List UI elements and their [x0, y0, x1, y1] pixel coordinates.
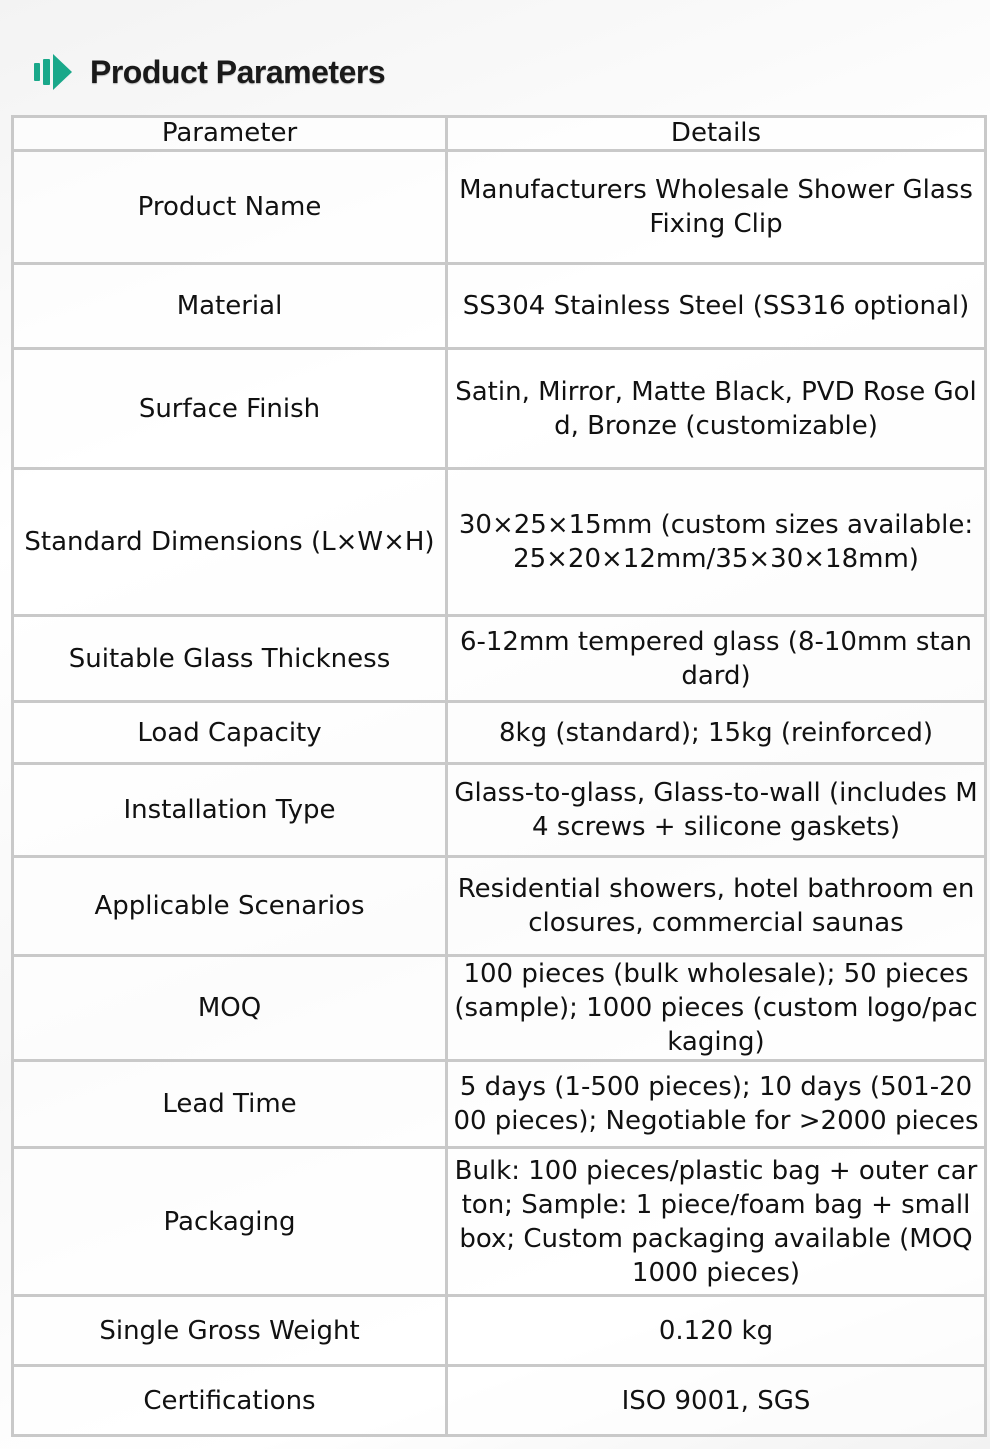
table-row	[13, 1296, 986, 1366]
parameter-cell: Applicable Scenarios	[13, 857, 447, 956]
parameter-cell: Single Gross Weight	[13, 1296, 447, 1366]
table-row	[13, 1061, 986, 1148]
details-cell: Bulk: 100 pieces/plastic bag + outer carton; Sample: 1 piece/foam bag + small box; Custom packaging available (MOQ 1000 pieces)	[447, 1148, 986, 1296]
details-cell: Manufacturers Wholesale Shower Glass Fixing Clip	[447, 151, 986, 264]
table-row	[13, 469, 986, 616]
details-cell: Glass-to-glass, Glass-to-wall (includes M4 screws + silicone gaskets)	[447, 764, 986, 857]
details-cell: SS304 Stainless Steel (SS316 optional)	[447, 264, 986, 349]
table-row	[13, 956, 986, 1061]
table-header-row	[13, 117, 986, 151]
table-row	[13, 702, 986, 764]
parameter-cell: Product Name	[13, 151, 447, 264]
section-header	[34, 50, 385, 94]
parameter-cell: Packaging	[13, 1148, 447, 1296]
details-cell: 0.120 kg	[447, 1296, 986, 1366]
speaker-icon	[34, 50, 74, 94]
details-cell: Satin, Mirror, Matte Black, PVD Rose Gold, Bronze (customizable)	[447, 349, 986, 469]
parameter-cell: Suitable Glass Thickness	[13, 616, 447, 702]
column-header-parameter: Parameter	[13, 117, 447, 151]
parameter-cell: Installation Type	[13, 764, 447, 857]
parameter-cell: Standard Dimensions (L×W×H)	[13, 469, 447, 616]
parameter-cell: Certifications	[13, 1366, 447, 1436]
table-row	[13, 264, 986, 349]
parameter-cell: Material	[13, 264, 447, 349]
parameter-cell: MOQ	[13, 956, 447, 1061]
table-row	[13, 349, 986, 469]
parameters-table	[11, 115, 987, 1437]
table-row	[13, 151, 986, 264]
details-cell: ISO 9001, SGS	[447, 1366, 986, 1436]
table-row	[13, 1148, 986, 1296]
page-title: Product Parameters	[90, 53, 386, 90]
column-header-details: Details	[447, 117, 986, 151]
parameter-cell: Lead Time	[13, 1061, 447, 1148]
details-cell: 30×25×15mm (custom sizes available: 25×20×12mm/35×30×18mm)	[447, 469, 986, 616]
details-cell: Residential showers, hotel bathroom enclosures, commercial saunas	[447, 857, 986, 956]
table-row	[13, 764, 986, 857]
details-cell: 8kg (standard); 15kg (reinforced)	[447, 702, 986, 764]
details-cell: 5 days (1-500 pieces); 10 days (501-2000 pieces); Negotiable for >2000 pieces	[447, 1061, 986, 1148]
table-row	[13, 857, 986, 956]
table-row	[13, 616, 986, 702]
parameter-cell: Load Capacity	[13, 702, 447, 764]
details-cell: 100 pieces (bulk wholesale); 50 pieces (sample); 1000 pieces (custom logo/packaging)	[447, 956, 986, 1061]
table-row	[13, 1366, 986, 1436]
details-cell: 6-12mm tempered glass (8-10mm standard)	[447, 616, 986, 702]
parameter-cell: Surface Finish	[13, 349, 447, 469]
